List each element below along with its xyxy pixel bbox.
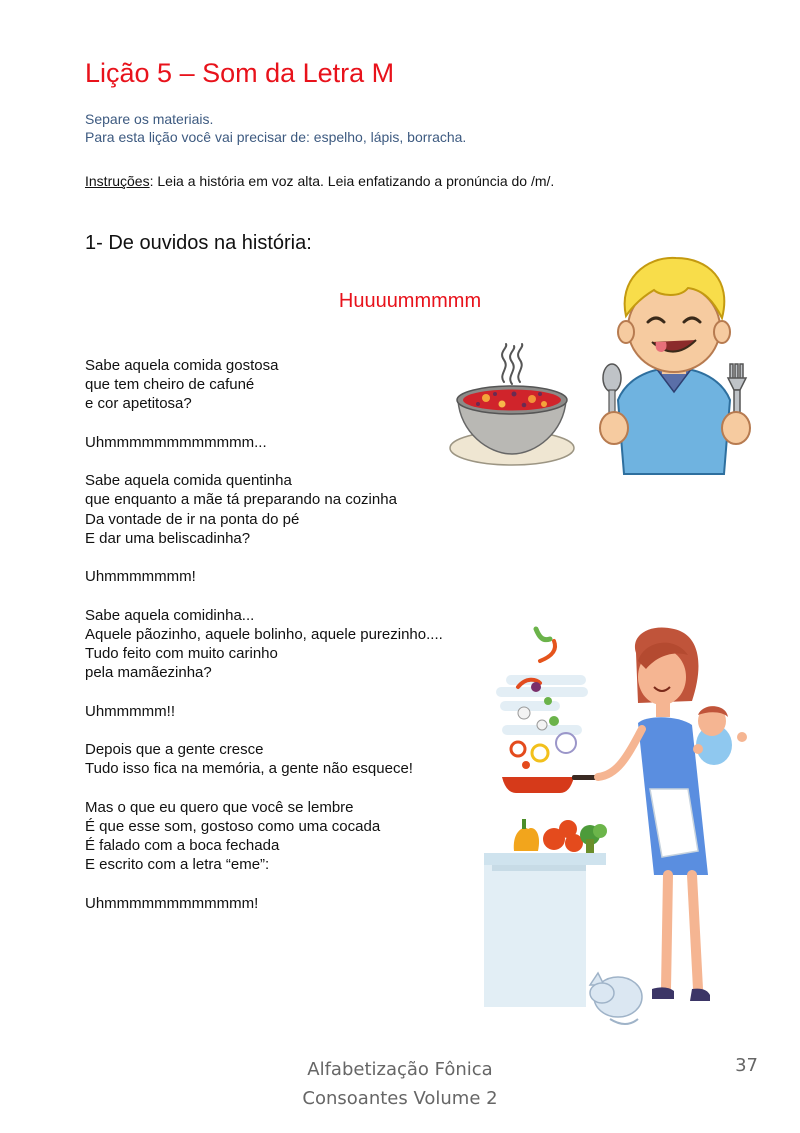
stanza-8	[85, 798, 443, 875]
footer-title: Alfabetização Fônica	[307, 1059, 493, 1080]
poem-line: É falado com a boca fechada	[85, 836, 280, 854]
stanza-6	[85, 702, 443, 721]
hand-left	[600, 412, 628, 444]
lesson-title: Lição 5 – Som da Letra M	[85, 58, 395, 88]
ear-left	[618, 321, 634, 343]
frying-pan-icon	[502, 775, 600, 793]
instructions-text: : Leia a história em voz alta. Leia enfatizando a pronúncia do /m/.	[149, 173, 555, 189]
sound-title: Huuuummmmm	[338, 290, 482, 312]
poem-line: Tudo isso fica na memória, a gente não esquece!	[85, 760, 413, 778]
soup-bowl-illustration	[448, 342, 580, 472]
poem-line: Sabe aquela comida gostosa	[85, 357, 279, 374]
poem-line: Uhmmmmmmm!	[85, 568, 196, 586]
page-number: 37	[735, 1055, 758, 1076]
hungry-boy-with-spoon-and-fork-illustration	[596, 250, 752, 478]
instructions	[85, 173, 554, 189]
mother-cooking-with-baby-illustration	[478, 625, 758, 1035]
poem-line: Mas o que eu quero que você se lembre	[85, 798, 354, 816]
vegetables-icon	[514, 819, 607, 853]
stanza-2	[85, 433, 443, 452]
materials-line-2: Para esta lição você vai precisar de: espelho, lápis, borracha.	[85, 129, 467, 145]
poem-line: É que esse som, gostoso como uma cocada	[85, 817, 381, 835]
poem-line: Uhmmmmmmmmmmmm...	[85, 433, 267, 451]
poem-line: Uhmmmmm!!	[85, 702, 175, 720]
cat-icon	[590, 973, 642, 1024]
flying-food-icon	[511, 629, 576, 769]
poem-line: Sabe aquela comida quentinha	[85, 472, 292, 490]
poem-line: E escrito com a letra “eme”:	[85, 856, 270, 874]
section-title: 1- De ouvidos na história:	[85, 232, 312, 254]
materials-note	[85, 110, 466, 146]
poem	[85, 356, 443, 932]
stanza-5	[85, 606, 443, 683]
shoe-left	[652, 987, 674, 999]
stanza-1	[85, 356, 443, 414]
hand-right	[722, 412, 750, 444]
poem-line: Aquele pãozinho, aquele bolinho, aquele purezinho....	[85, 625, 443, 643]
poem-line: Sabe aquela comidinha...	[85, 606, 255, 624]
shoe-right	[690, 989, 710, 1001]
poem-line: Tudo feito com muito carinho	[85, 644, 278, 662]
poem-line: que tem cheiro de cafuné	[85, 376, 255, 394]
poem-line: Depois que a gente cresce	[85, 740, 264, 758]
footer	[200, 1055, 600, 1113]
stanza-3	[85, 471, 443, 548]
stanza-9	[85, 894, 443, 913]
poem-line: e cor apetitosa?	[85, 395, 192, 413]
poem-line: pela mamãezinha?	[85, 664, 212, 682]
footer-subtitle: Consoantes Volume 2	[302, 1088, 498, 1109]
ear-right	[714, 321, 730, 343]
poem-line: que enquanto a mãe tá preparando na cozinha	[85, 491, 397, 509]
steam-icon	[502, 344, 522, 384]
poem-line: E dar uma beliscadinha?	[85, 529, 251, 547]
mother-legs	[666, 875, 698, 989]
mother	[598, 627, 710, 1001]
stanza-7	[85, 740, 443, 778]
kitchen-counter	[484, 853, 606, 1007]
stanza-4	[85, 567, 443, 586]
materials-line-1: Separe os materiais.	[85, 111, 214, 127]
mother-arm	[598, 729, 642, 777]
baby	[693, 706, 747, 765]
poem-line: Uhmmmmmmmmmmmm!	[85, 894, 259, 912]
poem-line: Da vontade de ir na ponta do pé	[85, 510, 300, 528]
instructions-label: Instruções	[85, 173, 150, 189]
